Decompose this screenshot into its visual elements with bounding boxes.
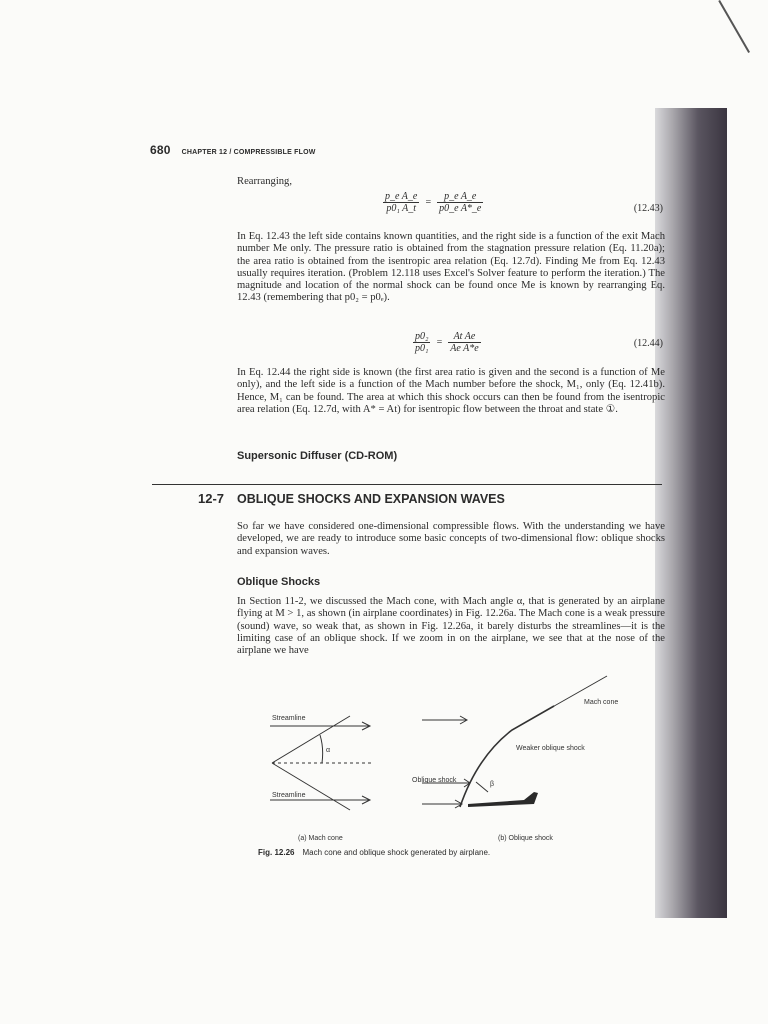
page-number: 680 xyxy=(150,143,171,157)
label-alpha: α xyxy=(326,747,331,754)
paragraph-eq-12-43: In Eq. 12.43 the left side contains known quantities, and the right side is a function of the exit Mach number Me only. The pressure ratio is obtained from the stagnation pressure relation (Eq. 11.20a); the area ratio is obtained from the isentropic area relation (Eq. 12.7d). Finding Me from Eq. 12.43 usually requires iteration. (Problem 12.118 uses Excel's Solver feature to perform the iteration.) The magnitude and location of the normal shock can be found once Me is known by rearranging Eq. 12.43 (remembering that p0₂ = p0ₑ). xyxy=(237,231,665,304)
heading-oblique-shocks: Oblique Shocks xyxy=(237,576,321,588)
label-streamline-bottom: Streamline xyxy=(272,792,306,799)
label-beta: β xyxy=(490,781,495,788)
book-spine-shadow xyxy=(655,108,727,918)
mach-cone-upper xyxy=(272,716,350,763)
equation-12-44: $\frac{\text{p0₂}}{\text{p0₁}}$ = $\frac{\text{At Ae}}{\text{Ae A*e}}$ xyxy=(415,331,479,354)
eq-12-43-lhs-den: p0₁ A_t xyxy=(386,203,416,214)
label-mach-cone: Mach cone xyxy=(584,699,619,706)
eq-12-44-lhs-den: p0₁ xyxy=(415,343,429,354)
paragraph-eq-12-44: In Eq. 12.44 the right side is known (the first area ratio is given and the second is a function of Me only), and the left side is a function of the Mach number before the shock, M₁, only (Eq. 12.41b). Hence, M₁ can be found. The area at which this shock occurs can then be found from the isentropic area relation (Eq. 12.7d, with A* = At) for isentropic flow between the throat and state ①. xyxy=(237,367,665,415)
eq-12-43-rhs-num: p_e A_e xyxy=(437,191,483,203)
equation-12-43: $\frac{\text{p\_e A\_e}}{\text{p0₁ A\_t}}$ = $\frac{\text{p\_e A\_e}}{\text{p0\_e A*\_e}}$ xyxy=(385,191,482,214)
figure-12-26 xyxy=(262,672,642,842)
equation-number-12-44: (12.44) xyxy=(633,338,663,349)
airplane-silhouette xyxy=(468,792,538,807)
curved-shock xyxy=(460,706,554,807)
equation-number-12-43: (12.43) xyxy=(633,203,663,214)
label-streamline-top: Streamline xyxy=(272,715,306,722)
figure-caption xyxy=(258,848,490,857)
figure-12-26-drawing xyxy=(262,672,642,842)
alpha-arc xyxy=(320,735,323,763)
chapter-title: CHAPTER 12 / COMPRESSIBLE FLOW xyxy=(181,149,316,156)
eq-12-44-lhs-num: p0₂ xyxy=(415,331,429,342)
paragraph-mach-cone: In Section 11-2, we discussed the Mach cone, with Mach angle α, that is generated by an airplane flying at M > 1, as shown (in airplane coordinates) in Fig. 12.26a. The Mach cone is a weak pressure (sound) wave, so weak that, as shown in Fig. 12.26a, it barely disturbs the streamlines—it is the limiting case of an oblique shock. If we zoom in on the airplane, we see that at the nose of the airplane we have xyxy=(237,596,665,657)
eq-12-44-rhs-den: Ae A*e xyxy=(450,343,479,354)
diagram-oblique-shock xyxy=(422,676,607,808)
section-rule xyxy=(152,484,662,485)
section-number: 12-7 xyxy=(198,491,225,506)
beta-line xyxy=(476,782,488,792)
running-head xyxy=(150,143,316,157)
page-corner-edge xyxy=(718,0,750,53)
label-weaker-oblique-shock: Weaker oblique shock xyxy=(516,745,585,752)
heading-supersonic-diffuser: Supersonic Diffuser (CD-ROM) xyxy=(237,450,398,462)
caption-text: Mach cone and oblique shock generated by airplane. xyxy=(302,848,491,857)
label-sub-b: (b) Oblique shock xyxy=(498,835,553,842)
eq-12-43-rhs-den: p0_e A*_e xyxy=(439,203,482,214)
caption-number: Fig. 12.26 xyxy=(258,848,295,857)
section-title: OBLIQUE SHOCKS AND EXPANSION WAVES xyxy=(237,492,505,506)
paragraph-intro-2d: So far we have considered one-dimensional compressible flows. With the understanding we have developed, we are ready to introduce some basic concepts of two-dimensional flow: oblique shocks and expansion waves. xyxy=(237,521,665,557)
eq-12-44-rhs-num: At Ae xyxy=(448,331,480,343)
label-sub-a: (a) Mach cone xyxy=(298,835,343,842)
rearranging-text: Rearranging, xyxy=(237,176,293,187)
label-oblique-shock: Oblique shock xyxy=(412,777,457,784)
mach-cone-lower xyxy=(272,763,350,810)
eq-12-43-lhs-num: p_e A_e xyxy=(385,191,418,202)
